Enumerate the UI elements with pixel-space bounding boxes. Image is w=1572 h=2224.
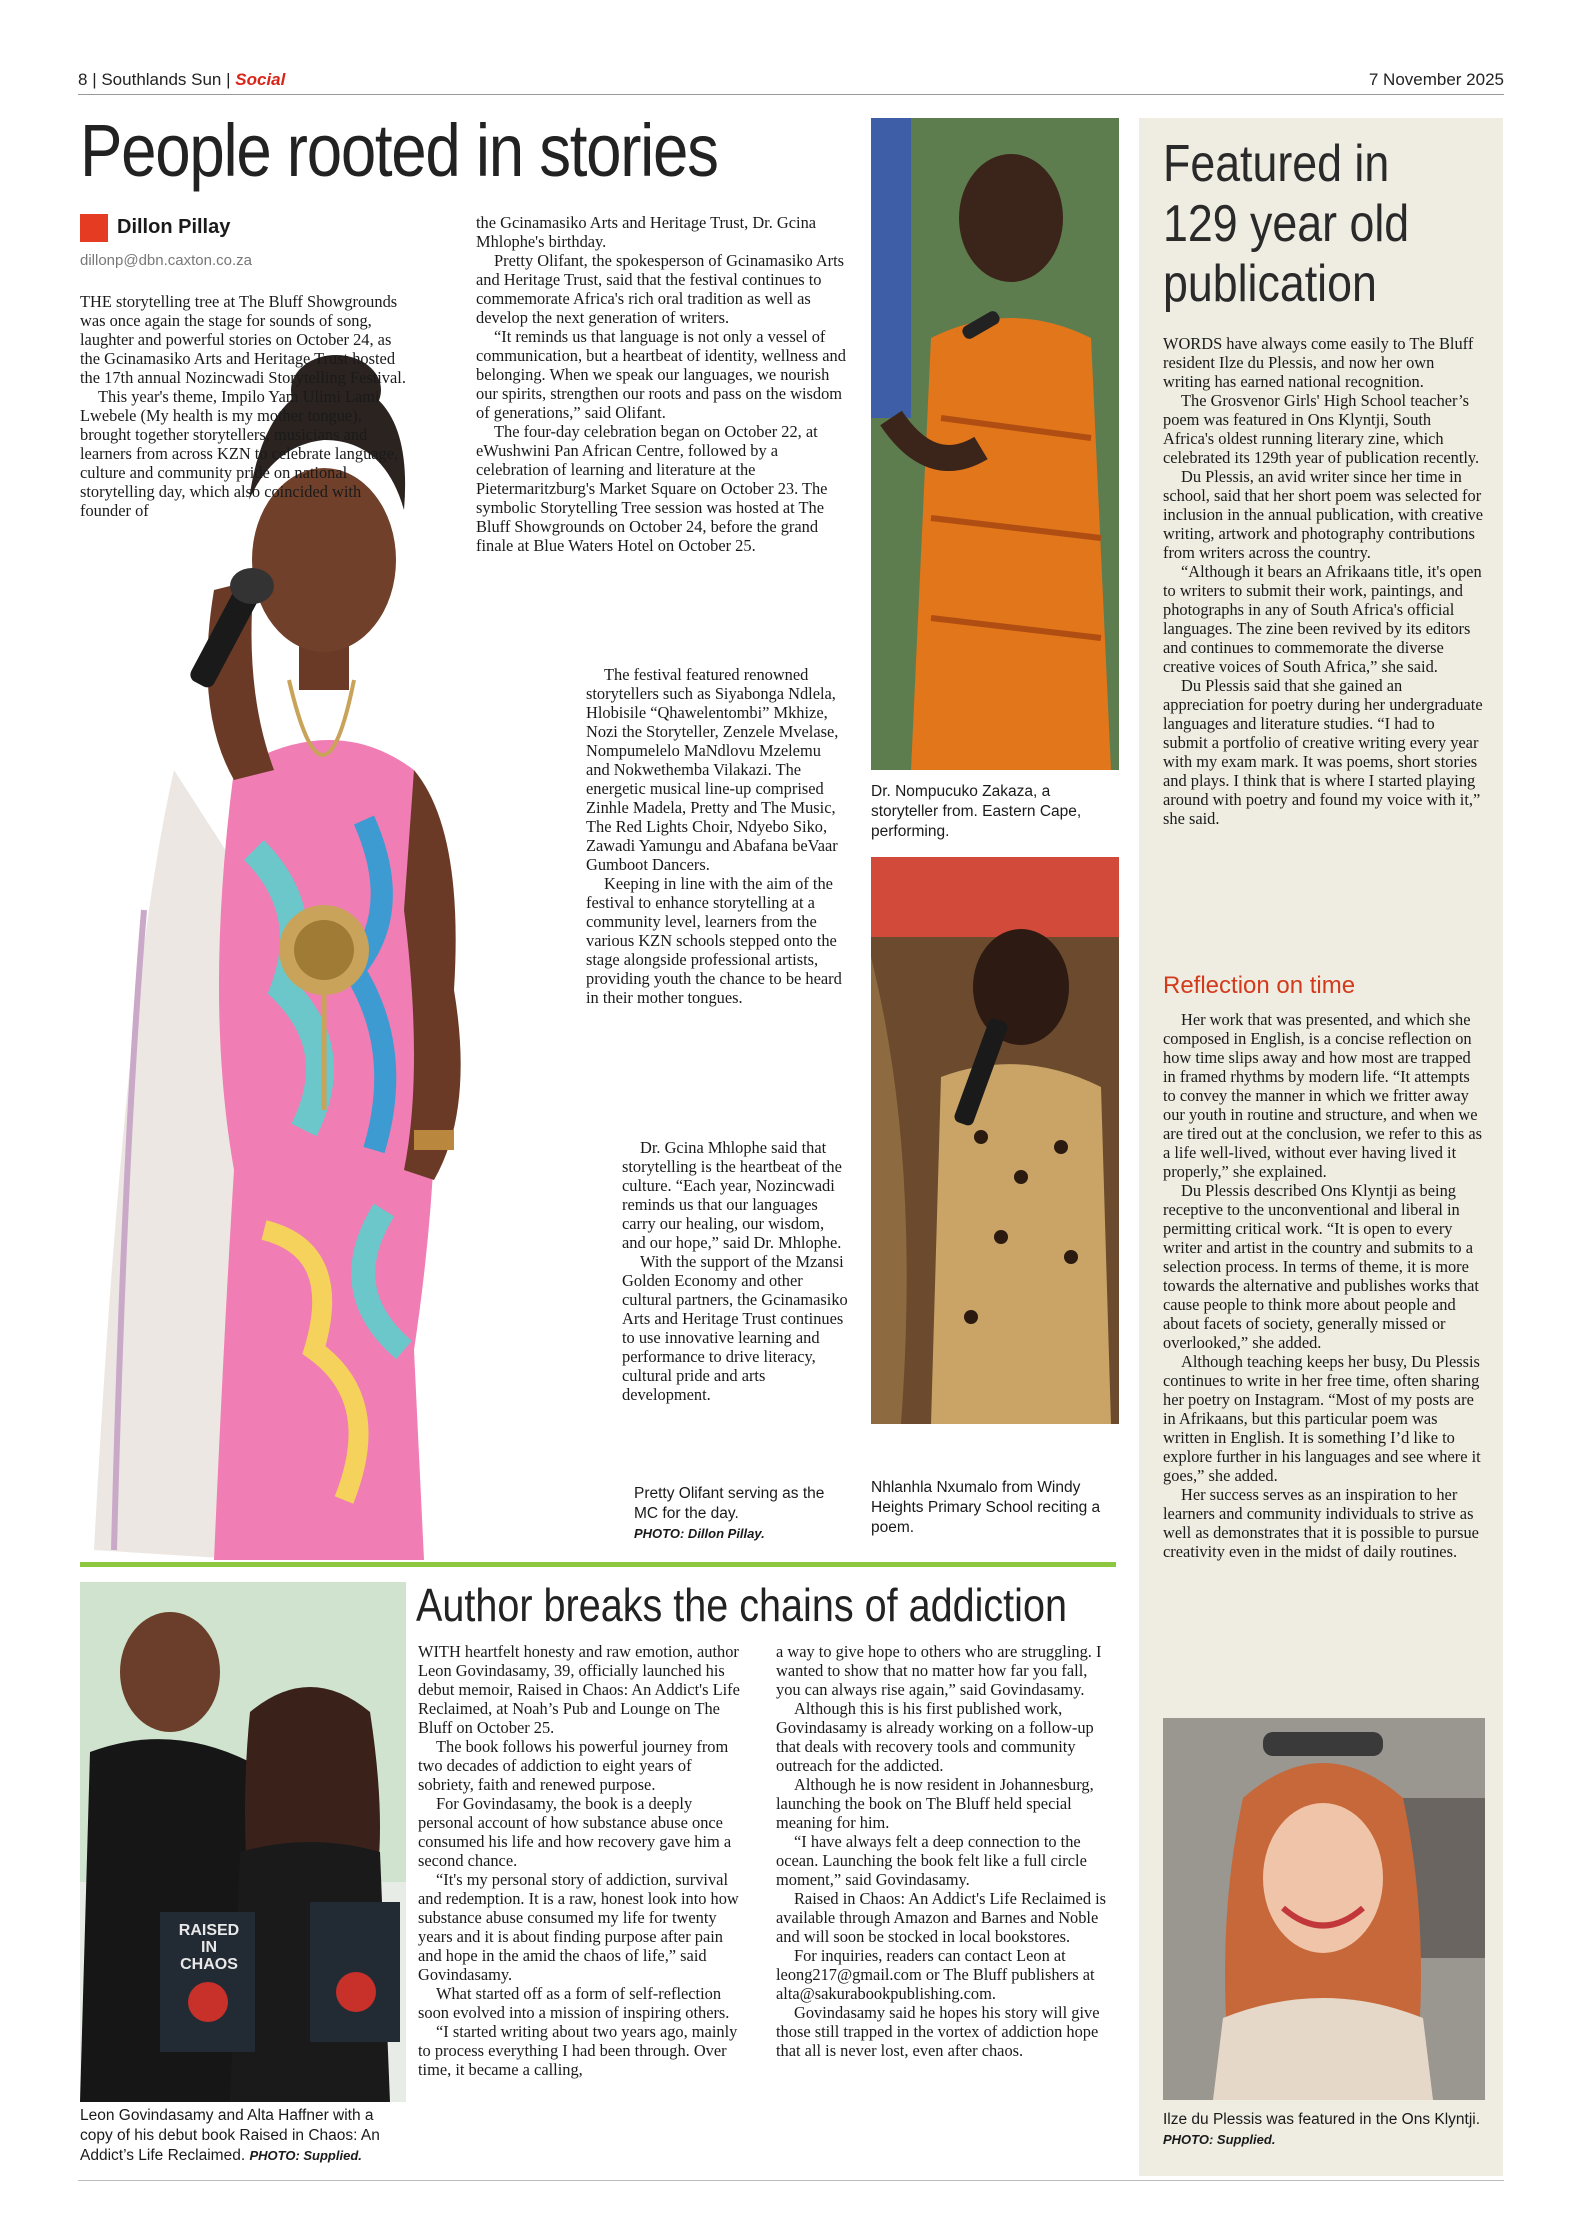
photo-credit: PHOTO: Supplied. bbox=[1163, 2132, 1276, 2147]
nompucuko-zakaza-photo bbox=[871, 118, 1119, 770]
story1-column2-mid: The festival featured renowned storytellers such as Siyabonga Ndlela, Hlobisile “Qhawelentombi” Mkhize, Nozi the Storyteller, Zenzele Mvelase, Nompumelelo MaNdlovu Mzelemu and Nokwethemba Vilakazi. The energetic musical line-up comprised Zinhle Madela, Pretty and The Music, The Red Lights Choir, Ndyebo Siko, Zawadi Yamungu and Abafana beVaar Gumboot Dancers. Keeping in line with the aim of the festival to enhance storytelling at a community level, learners from the various KZN schools stepped onto the stage alongside professional artists, providing youth the chance to be heard in their mother tongues. bbox=[586, 665, 842, 1007]
story1-column2-low: Dr. Gcina Mhlophe said that storytelling is the heartbeat of the culture. “Each year, Nozincwadi reminds us that our languages carry our healing, our wisdom, and our hope,” said Dr. Mhlophe. With the support of the Mzansi Golden Economy and other cultural partners, the Gcinamasiko Arts and Heritage Trust continues to use innovative learning and performance to drive literacy, cultural pride and arts development. bbox=[622, 1138, 848, 1404]
sidebar-headline: Featured in 129 year old publication bbox=[1163, 135, 1410, 313]
sidebar-subhead: Reflection on time bbox=[1163, 972, 1356, 999]
bottom-rule bbox=[78, 2180, 1504, 2181]
story1-byline: Dillon Pillay bbox=[117, 216, 231, 238]
story2-caption: Leon Govindasamy and Alta Haffner with a copy of his debut book Raised in Chaos: An Addict’s Life Reclaimed. PHOTO: Supplied. bbox=[80, 2107, 380, 2164]
story1-main-caption: Pretty Olifant serving as the MC for the day. PHOTO: Dillon Pillay. bbox=[634, 1485, 825, 1541]
leon-alta-photo bbox=[80, 1582, 406, 2102]
book-cover-title: RAISED IN CHAOS bbox=[178, 1922, 240, 1973]
story1-column1: THE storytelling tree at The Bluff Showgrounds was once again the stage for sounds of song, laughter and powerful stories on October 24, as the Gcinamasiko Arts and Heritage Trust hosted the 17th annual Nozincwadi Storytelling Festival. This year's theme, Impilo Yam Ulimi Lami Lwebele (My health is my mother tongue), brought together storytellers, musicians and learners from across KZN to celebrate language, culture and community pride on national storytelling day, which also coincided with founder of bbox=[80, 292, 406, 520]
zakaza-caption: Dr. Nompucuko Zakaza, a storyteller from. Eastern Cape, performing. bbox=[871, 783, 1082, 840]
story1-headline: People rooted in stories bbox=[80, 109, 718, 192]
top-rule bbox=[78, 94, 1504, 95]
green-divider bbox=[80, 1562, 1116, 1567]
section-label: Social bbox=[235, 70, 286, 89]
nxumalo-caption: Nhlanhla Nxumalo from Windy Heights Primary School reciting a poem. bbox=[871, 1479, 1101, 1536]
sidebar-body1: WORDS have always come easily to The Bluff resident Ilze du Plessis, and now her own writing has earned national recognition. The Grosvenor Girls' High School teacher’s poem was featured in Ons Klyntji, South Africa's oldest running literary zine, which celebrated its 129th year of publication recently. Du Plessis, an avid writer since her time in school, said that her short poem was selected for inclusion in the annual publication, with creative writing, artwork and photography contributions from writers across the country. “Although it bears an Afrikaans title, it's open to writers to submit their work, paintings, and photographs in any of South Africa's official languages. The zine been revived by its editors and continues to commemorate the diverse creative voices of South Africa,” she said. Du Plessis said that she gained an appreciation for poetry during her undergraduate languages and literature studies. “I had to submit a portfolio of creative writing every year with my exam mark. It was poems, short stories and plays. I think that is where I started playing around with poetry and found my voice with it,” she said. bbox=[1163, 334, 1483, 828]
story1-column2-top: the Gcinamasiko Arts and Heritage Trust, Dr. Gcina Mhlophe's birthday. Pretty Olifant, the spokesperson of Gcinamasiko Arts and Heritage Trust, said that the festival continues to commemorate Africa's rich oral tradition as well as develop the next generation of writers. “It reminds us that language is not only a vessel of communication, but a heartbeat of identity, wellness and belonging. When we speak our languages, we nourish our spirits, strengthen our roots and pass on the wisdom of generations,” said Olifant. The four-day celebration began on October 22, at eWushwini Pan African Centre, followed by a celebration of learning and literature at the Pietermaritzburg's Market Square on October 23. The symbolic Storytelling Tree session was hosted at The Bluff Showgrounds on October 24, before the grand finale at Blue Waters Hotel on October 25. bbox=[476, 213, 846, 555]
story2-column1: WITH heartfelt honesty and raw emotion, author Leon Govindasamy, 39, officially launched his debut memoir, Raised in Chaos: An Addict's Life Reclaimed, at Noah’s Pub and Lounge on The Bluff on October 25. The book follows his powerful journey from two decades of addiction to eight years of sobriety, faith and renewed purpose. For Govindasamy, the book is a deeply personal account of how substance abuse once consumed his life and how recovery gave him a second chance. “It's my personal story of addiction, survival and redemption. It is a raw, honest look into how substance abuse consumed my life for twenty years and it is about finding purpose after pain and hope in the amid the chaos of life,” said Govindasamy. What started off as a form of self-reflection soon evolved into a mission of inspiring others. “I started writing about two years ago, mainly to process everything I had been through. Over time, it became a calling, bbox=[418, 1642, 740, 2079]
story2-headline: Author breaks the chains of addiction bbox=[416, 1579, 1067, 1631]
photo-credit: PHOTO: Dillon Pillay. bbox=[634, 1526, 765, 1541]
nhlanhla-nxumalo-photo bbox=[871, 857, 1119, 1424]
photo-credit: PHOTO: Supplied. bbox=[249, 2148, 362, 2163]
ilze-du-plessis-photo bbox=[1163, 1718, 1485, 2100]
byline-marker bbox=[80, 214, 108, 242]
sidebar-caption: Ilze du Plessis was featured in the Ons Klyntji. PHOTO: Supplied. bbox=[1163, 2111, 1481, 2147]
sidebar-body2: Her work that was presented, and which she composed in English, is a concise reflection on how time slips away and how most are trapped in framed rhythms by modern life. “It attempts to convey the manner in which we fritter away our youth in routine and structure, and when we are tired out at the conclusion, we refer to this as a life well-lived, without ever having lived it properly,” she explained. Du Plessis described Ons Klyntji as being receptive to the unconventional and liberal in permitting critical work. “It is open to every writer and artist in the country and submits to a selection process. In terms of theme, it is more towards the alternative and publishes works that cause people to think more about people and about facets of society, generally missed or overlooked,” she added. Although teaching keeps her busy, Du Plessis continues to write in her free time, often sharing her poetry on Instagram. “Most of my posts are in Afrikaans, but this particular poem was written in English. It is something I’d like to explore further in his languages and see where it goes,” she added. Her success serves as an inspiration to her learners and community individuals to strive as well as demonstrates that it is possible to pursue creativity even in the midst of daily routines. bbox=[1163, 1010, 1483, 1561]
folio-left: 8 | Southlands Sun | Social bbox=[78, 70, 286, 89]
story2-column2: a way to give hope to others who are struggling. I wanted to show that no matter how far you fall, you can always rise again,” said Govindasamy. Although this is his first published work, Govindasamy is already working on a follow-up that deals with recovery tools and community outreach for the addicted. Although he is now resident in Johannesburg, launching the book on The Bluff held special meaning for him. “I have always felt a deep connection to the ocean. Launching the book felt like a full circle moment,” said Govindasamy. Raised in Chaos: An Addict's Life Reclaimed is available through Amazon and Barnes and Noble and will soon be stocked in local bookstores. For inquiries, readers can contact Leon at leong217@gmail.com or The Bluff publishers at alta@sakurabookpublishing.com. Govindasamy said he hopes his story will give those still trapped in the vortex of addiction hope that all is never lost, even after chaos. bbox=[776, 1642, 1107, 2060]
folio-date: 7 November 2025 bbox=[1368, 70, 1504, 89]
story1-email: dillonp@dbn.caxton.co.za bbox=[80, 252, 253, 269]
